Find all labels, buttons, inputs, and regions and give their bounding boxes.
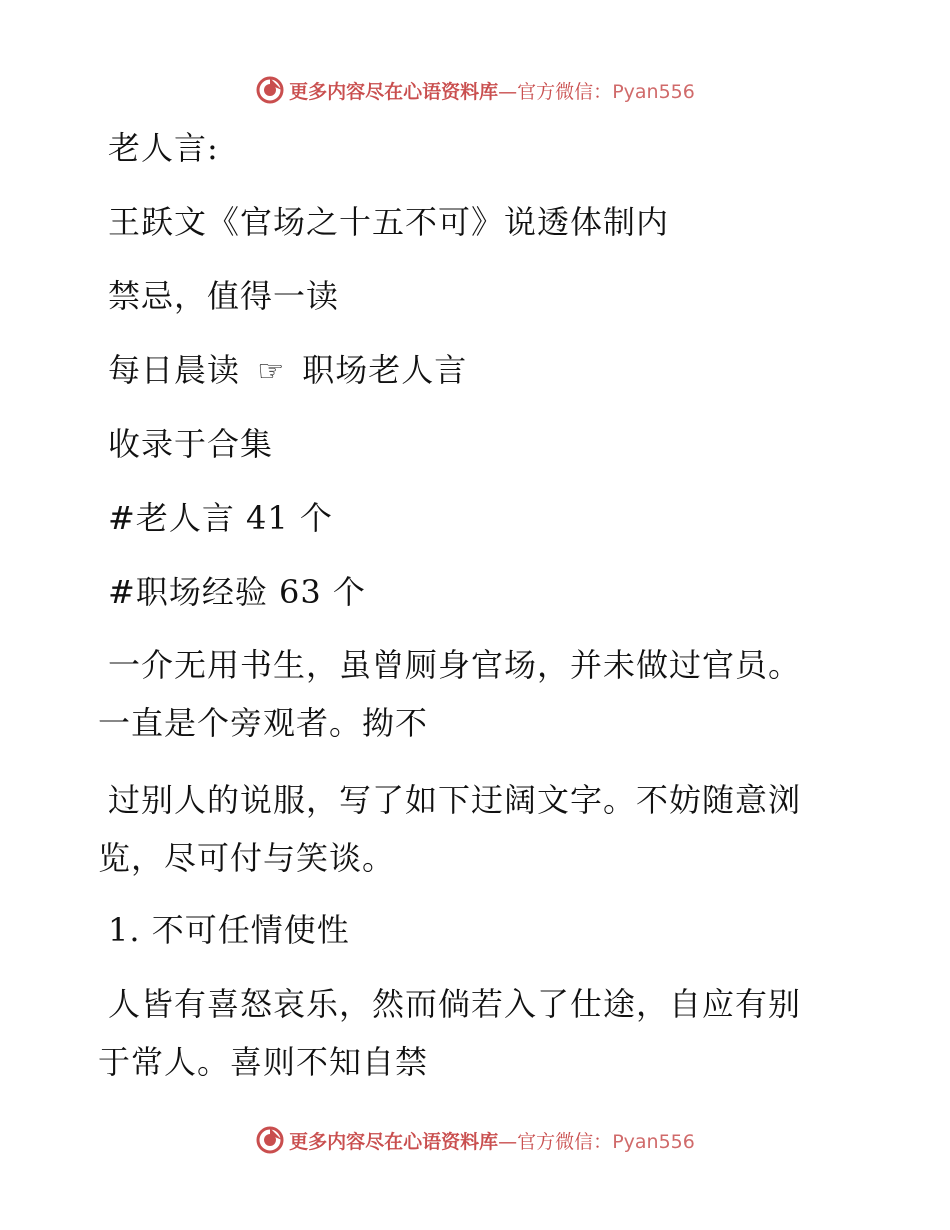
article-title-line-2: 禁忌，值得一读	[108, 277, 340, 315]
header-banner-text	[289, 77, 695, 104]
series-prefix: 每日晨读	[108, 351, 241, 389]
collection-label: 收录于合集	[108, 425, 274, 463]
collection-tag-2[interactable]: #职场经验 63 个	[108, 573, 366, 611]
section-label: 老人言:	[108, 129, 219, 167]
header-banner-main: 更多内容尽在心语资料库	[289, 80, 499, 103]
header-banner	[0, 70, 950, 110]
footer-banner-sub: 官方微信：	[517, 1130, 613, 1153]
series-name: 职场老人言	[302, 351, 468, 389]
paragraph-1-line-1: 一介无用书生，虽曾厕身官场，并未做过官员。	[108, 646, 802, 684]
footer-banner-dash: —	[498, 1130, 518, 1153]
point-1-heading: 1. 不可任情使性	[108, 911, 350, 949]
footer-banner-main: 更多内容尽在心语资料库	[289, 1130, 499, 1153]
point-1-line-2: 于常人。喜则不知自禁	[98, 1043, 429, 1081]
pointing-hand-icon: ☞	[257, 354, 286, 389]
brand-logo-icon	[255, 1125, 285, 1155]
footer-banner-text	[289, 1127, 695, 1154]
point-1-line-1: 人皆有喜怒哀乐，然而倘若入了仕途，自应有别	[108, 985, 802, 1023]
header-banner-dash: —	[498, 80, 518, 103]
header-banner-sub: 官方微信：	[517, 80, 613, 103]
article-title-line-1: 王跃文《官场之十五不可》说透体制内	[108, 203, 670, 241]
paragraph-2-line-1: 过别人的说服，写了如下迂阔文字。不妨随意浏	[108, 781, 802, 819]
paragraph-2-line-2: 览，尽可付与笑谈。	[98, 839, 396, 877]
series-line	[108, 350, 467, 392]
footer-banner	[0, 1120, 950, 1160]
header-banner-id: Pyan556	[612, 80, 695, 103]
brand-logo-icon	[255, 75, 285, 105]
footer-banner-id: Pyan556	[612, 1130, 695, 1153]
collection-tag-1[interactable]: #老人言 41 个	[108, 499, 333, 537]
paragraph-1-line-2: 一直是个旁观者。拗不	[98, 704, 429, 742]
